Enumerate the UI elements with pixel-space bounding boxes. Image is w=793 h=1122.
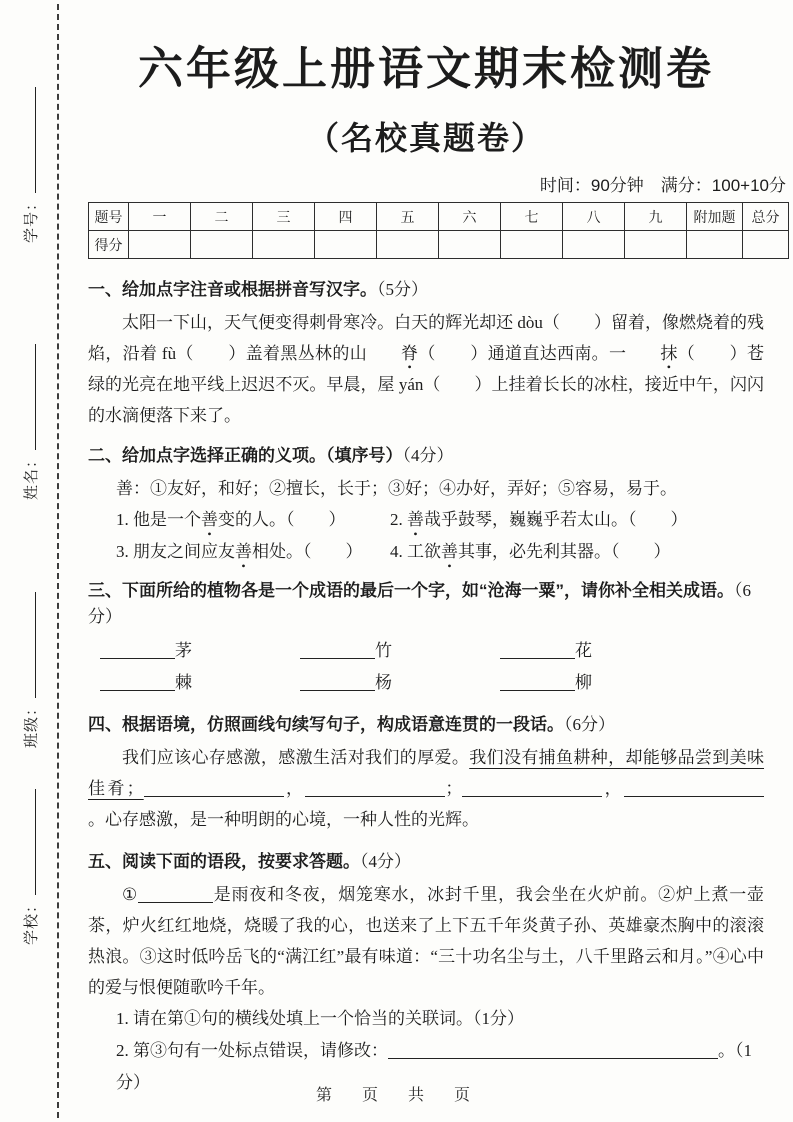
- question-3-title-text: 三、下面所给的植物各是一个成语的最后一个字，如“沧海一粟”，请你补全相关成语。: [88, 581, 734, 600]
- question-2-title-text: 二、给加点字选择正确的义项。（填序号）: [88, 446, 403, 465]
- sidebar-field-student-number: [20, 63, 40, 243]
- score-col-2: 二: [191, 203, 253, 231]
- student-number-label: 学号：: [24, 194, 40, 243]
- question-3-title: [88, 578, 764, 630]
- question-5-points: （4分）: [360, 852, 411, 871]
- dotted-char: 善: [407, 510, 424, 529]
- idiom-blank-item: 竹: [300, 636, 500, 666]
- score-col-5: 五: [377, 203, 439, 231]
- blank-line: [100, 642, 175, 659]
- exam-content: [88, 22, 786, 1099]
- blank-line: [300, 674, 375, 691]
- question-2-gloss: 善：①友好，和好；②擅长，长于；③好；④办好，弄好；⑤容易，易于。: [116, 479, 677, 498]
- score-cell: [501, 231, 563, 259]
- score-cell: [743, 231, 789, 259]
- question-2-item-1: 1. 他是一个善变的人。（ ）: [116, 504, 390, 536]
- blank-line: [624, 780, 764, 797]
- score-col-total: 总分: [743, 203, 789, 231]
- question-2-title: [88, 443, 764, 469]
- question-3-points: （6分）: [88, 581, 751, 626]
- exam-meta-time-score: 时间：90分钟 满分：100+10分: [539, 176, 786, 195]
- name-label: 姓名：: [24, 451, 40, 500]
- page-title: 六年级上册语文期末检测卷: [137, 43, 714, 94]
- sidebar-field-school: [20, 765, 40, 945]
- dotted-char: 抹: [660, 344, 678, 363]
- score-cell: [625, 231, 687, 259]
- idiom-blank-item: 花: [500, 636, 764, 666]
- score-table-score-row: [89, 231, 789, 259]
- blank-line: [305, 780, 445, 797]
- blank-line: [100, 674, 175, 691]
- blank-line: [462, 780, 602, 797]
- score-col-9: 九: [625, 203, 687, 231]
- question-5-title: [88, 849, 764, 875]
- score-table: [88, 202, 789, 259]
- blank-line: [300, 642, 375, 659]
- blank-line: [144, 780, 284, 797]
- score-cell: [191, 231, 253, 259]
- school-label: 学校：: [24, 896, 40, 945]
- score-cell: [439, 231, 501, 259]
- score-row-label: 得分: [89, 231, 129, 259]
- dotted-char: 善: [235, 542, 252, 561]
- question-1-title: [88, 277, 764, 303]
- page-subtitle: （名校真题卷）: [306, 120, 545, 156]
- score-cell: [253, 231, 315, 259]
- score-col-1: 一: [129, 203, 191, 231]
- question-2-points: （4分）: [402, 446, 454, 465]
- score-cell: [129, 231, 191, 259]
- footer-page-number: 第 页 共 页: [315, 1087, 477, 1104]
- score-col-4: 四: [315, 203, 377, 231]
- question-5-passage: ① 是雨夜和冬夜，烟笼寒水，冰封千里，我会坐在火炉前。②炉上煮一壶茶，炉火红红地烧，烧暖了我的心，也送来了上下五千年炎黄子孙、英雄豪杰胸中的滚滚热浪。③这时低吟岳飞的“满江红”最有味道：“三十功名尘与土，八千里路云和月。”④心中的爱与恨便随歌吟千年。: [88, 885, 764, 997]
- dotted-char: 善: [441, 542, 458, 561]
- margin-dashed-cut-line: [57, 4, 59, 1118]
- score-col-6: 六: [439, 203, 501, 231]
- blank-line: [388, 1042, 718, 1059]
- score-table-corner-cell: 题号: [89, 203, 129, 231]
- idiom-blank-item: 茅: [100, 636, 300, 666]
- question-2-item-4: 4. 工欲善其事，必先利其器。（ ）: [390, 536, 764, 568]
- class-label: 班级：: [24, 699, 40, 748]
- question-3-idiom-blanks: [88, 636, 764, 698]
- question-5-title-text: 五、阅读下面的语段，按要求答题。: [88, 852, 360, 871]
- question-2-item-2: 2. 善哉乎鼓琴，巍巍乎若太山。（ ）: [390, 504, 764, 536]
- student-number-blank-line: [22, 87, 36, 193]
- idiom-blank-item: 柳: [500, 668, 764, 698]
- idiom-blank-item: 杨: [300, 668, 500, 698]
- question-4-title: [88, 712, 764, 738]
- question-4-points: （6分）: [564, 715, 615, 734]
- sidebar-field-name: [20, 320, 40, 500]
- question-4-title-text: 四、根据语境，仿照画线句续写句子，构成语意连贯的一段话。: [88, 715, 564, 734]
- question-1-title-text: 一、给加点字注音或根据拼音写汉字。: [88, 280, 377, 299]
- dotted-char: 脊: [401, 344, 419, 363]
- dotted-char: 善: [201, 510, 218, 529]
- name-blank-line: [22, 344, 36, 450]
- school-blank-line: [22, 789, 36, 895]
- score-cell: [563, 231, 625, 259]
- question-5-sub-1: 1. 请在第①句的横线处填上一个恰当的关联词。（1分）: [116, 1009, 524, 1028]
- score-col-8: 八: [563, 203, 625, 231]
- score-cell: [687, 231, 743, 259]
- score-cell: [377, 231, 439, 259]
- blank-line: [500, 674, 575, 691]
- class-blank-line: [22, 592, 36, 698]
- question-1-points: （5分）: [377, 280, 428, 299]
- score-table-header-row: [89, 203, 789, 231]
- question-4-passage: 我们应该心存感激，感激生活对我们的厚爱。我们没有捕鱼耕种，却能够品尝到美味佳肴； ， ； ，。心存感激，是一种明朗的心境，一种人性的光辉。: [88, 748, 765, 829]
- idiom-blank-item: 棘: [100, 668, 300, 698]
- underlined-model-sentence: 我们没有捕鱼耕种，却能够品尝到美味佳肴；: [88, 748, 765, 798]
- sidebar-field-class: [20, 568, 40, 748]
- question-2-items: [88, 504, 764, 568]
- question-2-item-3: 3. 朋友之间应友善相处。（ ）: [116, 536, 390, 568]
- score-col-7: 七: [501, 203, 563, 231]
- question-5-sub-2: 2. 第③句有一处标点错误，请修改： 。（1分）: [116, 1041, 752, 1092]
- score-cell: [315, 231, 377, 259]
- blank-line: [500, 642, 575, 659]
- question-1-passage: 太阳一下山，天气便变得刺骨寒冷。白天的辉光却还 dòu（ ）留着，像燃烧着的残焰，沿着 fù（ ）盖着黑丛林的山 脊（ ）通道直达西南。一 抹（ ）苍绿的光亮在地平线上迟迟不灭。早晨，屋 yán（ ）上挂着长长的冰柱，接近中午，闪闪的水滴便落下来了。: [88, 313, 765, 425]
- score-col-bonus: 附加题: [687, 203, 743, 231]
- score-col-3: 三: [253, 203, 315, 231]
- blank-line: [138, 886, 213, 903]
